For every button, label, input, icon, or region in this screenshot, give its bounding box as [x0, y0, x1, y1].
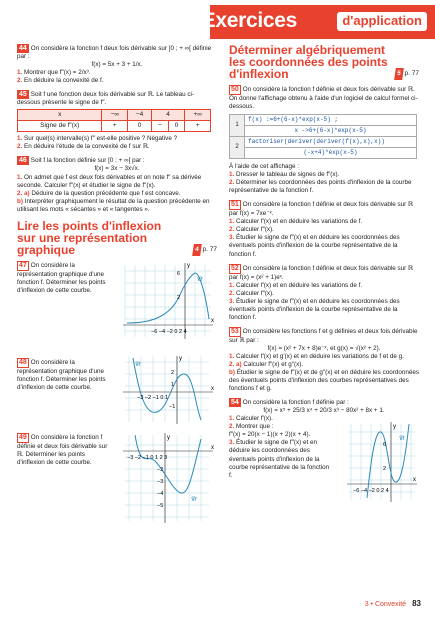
exercise-text: On considère les fonctions f et g définies et deux fois dérivable sur ℝ par : — [229, 327, 418, 344]
exercise-text: On considère la fonction f définie et deux fois dérivable sur ℝ. Déterminer les points d'inflexion de cette courbe. — [17, 433, 108, 466]
svg-text:2: 2 — [383, 466, 387, 473]
section-reference: 5 p. 77 — [395, 68, 419, 80]
question: Calculer f″(x) et g″(x). — [243, 360, 304, 368]
exercise-54: 54 On considère la fonction f définie par : f(x) = x⁵ + 25/3 x⁴ + 20/3 x³ − 80x² + 8x + 1. 1. Calculer f′(x). 2. Montrer que : f″(x) = 20(x − 1)(x + 2)(x + 4). 3. Étudier le signe de f″(x) et en déduire les coordonnées des éventuels points d'inflexion de la courbe représentative de la fonction f. y x 6 2 −6 −4 −2 0 2 4 𝒞f — [229, 398, 419, 506]
graph-47 — [121, 257, 217, 353]
svg-text:x: x — [413, 477, 416, 484]
svg-text:−3: −3 — [157, 478, 164, 485]
question: Dresser le tableau de signes de f″(x). — [236, 171, 340, 179]
formula: f(x) = 3x − 3x√x. — [94, 165, 140, 173]
page-number: 83 — [412, 599, 421, 608]
exercise-number: 52 — [231, 264, 239, 272]
graph-49 — [121, 431, 217, 527]
svg-text:−3 −2 −1 0 1: −3 −2 −1 0 1 — [137, 394, 169, 401]
question: Calculer f′(x) et en déduire les variations de f. — [236, 281, 363, 289]
graph-48 — [121, 352, 217, 428]
section-title-algebrique: Déterminer algébriquement les coordonnées des points d'inflexion 5 p. 77 — [229, 43, 419, 81]
question: Étudier le signe de f″(x) et en déduire les coordonnées des éventuels points d'inflexion de la courbe représentative de la fonction f. — [229, 439, 330, 479]
exercise-text: Soit f la fonction définie sur [0 ; + ∞[ par : — [30, 157, 145, 165]
svg-text:−2: −2 — [157, 466, 164, 473]
exercise-number: 44 — [19, 45, 27, 52]
exercise-number: 46 — [19, 157, 27, 165]
exercise-number: 53 — [231, 327, 239, 335]
question: Calculer f″(x). — [236, 289, 274, 297]
svg-text:y: y — [393, 424, 396, 431]
question: Calculer f′(x). — [236, 415, 273, 423]
exercise-text: On considère la représentation graphique d'une fonction f. Déterminer les points d'inflexion de cette courbe. — [17, 358, 106, 391]
header-title: Exercices — [201, 9, 297, 32]
page-header — [0, 0, 435, 38]
svg-text:−3 −2 −1 0 1 2 3: −3 −2 −1 0 1 2 3 — [127, 454, 168, 461]
svg-text:1: 1 — [171, 381, 175, 388]
exercise-text: On considère la fonction f définie par : — [242, 399, 349, 407]
question: Calculer f″(x). — [236, 226, 274, 234]
exercise-number: 50 — [231, 86, 239, 93]
exercise-text: On considère la fonction f définie et deux fois dérivable sur ℝ. On donne l'affichage obtenu à l'aide d'un logiciel de calcul formel ci-dessous. — [229, 86, 418, 111]
exercise-number: 51 — [231, 201, 239, 209]
svg-text:x: x — [211, 444, 214, 451]
question: Sur quel(s) intervalle(s) f″ est-elle positive ? Négative ? — [24, 135, 178, 143]
curve-label: 𝒞f — [135, 361, 141, 368]
question: Calculer f′(x) et en déduire les variations de f. — [236, 218, 363, 226]
exercise-49 — [17, 433, 217, 529]
exercise-text: Soit f une fonction deux fois dérivable sur ℝ. Le tableau ci-dessous présente le signe de f″. — [17, 91, 194, 107]
exercise-text: On considère la représentation graphique d'une fonction f. Déterminer les points d'inflexion de cette courbe. — [17, 261, 106, 294]
svg-text:2: 2 — [171, 369, 175, 376]
question: Calculer f′(x) et g′(x) et en déduire les variations de f et de g. — [236, 352, 404, 360]
svg-text:−1: −1 — [169, 403, 176, 410]
exercise-46: 46 Soit f la fonction définie sur [0 ; + ∞[ par : f(x) = 3x − 3x√x. 1. On admet que f est deux fois dérivables et on note f″ sa dérivée seconde. Calculer f″(x) et étudier le signe de f″(x). 2. a) Déduire de la question précédente que f est concave. b) Interpréter graphiquement le résultat de la question précédente en utilisant les mots « sécantes » et « tangentes ». — [17, 156, 217, 213]
question: Interpréter graphiquement le résultat de la question précédente en utilisant les mots « sécantes » et « tangentes ». — [17, 197, 210, 213]
question: En déduire la convexité de f. — [24, 77, 104, 85]
svg-text:y: y — [187, 262, 190, 269]
svg-text:−4: −4 — [157, 490, 164, 497]
sign-table: x −∞ −4 4 +∞ Signe de f″(x) + 0 − 0 + — [17, 109, 211, 132]
svg-text:−5: −5 — [157, 502, 164, 509]
exercise-48 — [17, 355, 217, 428]
svg-text:2: 2 — [177, 294, 181, 301]
exercise-text: On considère la fonction f définie et deux fois dérivable sur ℝ par f(x) = 7xe⁻ˣ. — [229, 201, 413, 218]
right-column — [229, 44, 419, 511]
header-badge: d'application — [337, 12, 427, 31]
curve-label: 𝒞f — [197, 276, 203, 283]
svg-text:𝒞f: 𝒞f — [399, 436, 405, 443]
exercise-text: On considère la fonction f définie et deux fois dérivable sur ℝ par f(x) = (x² + 1)eˣ. — [229, 264, 413, 281]
left-column — [17, 44, 217, 534]
question: Déterminer les coordonnées des points d'inflexion de la courbe représentative de la fonction f. — [229, 179, 412, 195]
exercise-number: 45 — [19, 91, 27, 99]
graph-54 — [345, 420, 419, 504]
section-title-graphique: Lire les points d'inflexion sur une représentation graphique 4 p. 77 — [17, 218, 217, 257]
exercise-text: On considère la fonction f deux fois dérivable sur ]0 ; + ∞[ définie par : — [17, 45, 212, 61]
formula: f(x) = (x² + 7x + 8)e⁻ˣ, et g(x) = √(x² + 2). — [267, 344, 381, 352]
svg-text:y: y — [179, 355, 182, 362]
question: Montrer que : — [236, 423, 274, 431]
formula: f(x) = 5x + 3 + 1/x. — [91, 61, 143, 69]
question: Étudier le signe de f″(x) et de g″(x) et en déduire les coordonnées des éventuels points d'inflexion des courbes représentatives des fonctions f et g. — [229, 369, 419, 393]
question: En déduire l'étude de la convexité de f sur ℝ. — [24, 143, 150, 151]
question: Déduire de la question précédente que f est concave. — [31, 189, 181, 197]
question: Montrer que f″(x) = 2/x³. — [24, 69, 91, 77]
svg-text:6: 6 — [383, 442, 387, 449]
exercise-44: 44 On considère la fonction f deux fois dérivable sur ]0 ; + ∞[ définie par : f(x) = 5x + 3 + 1/x. 1. Montrer que f″(x) = 2/x³. 2. En déduire la convexité de f. — [17, 44, 217, 85]
exercise-number: 49 — [19, 433, 27, 441]
section-reference: 4 p. 77 — [193, 244, 217, 256]
cas-output: 1 f(x) :=6+(6-x)*exp(x-5) ; x ->6+(6-x)*exp(x-5) 2 factoriser(deriver(deriver(f(x),x),x)) (-x+4)*exp(x-5) — [229, 114, 417, 159]
exercise-53: 53 On considère les fonctions f et g définies et deux fois dérivable sur ℝ par : f(x) = (x² + 7x + 8)e⁻ˣ, et g(x) = √(x² + 2). 1. Calculer f′(x) et g′(x) et en déduire les variations de f et de g. 2. a) Calculer f″(x) et g″(x). b) Étudier le signe de f″(x) et de g″(x) et en déduire les coordonnées des éventuels points d'inflexion des courbes représentatives des fonctions f et g. — [229, 327, 419, 393]
question: Étudier le signe de f″(x) et en déduire les coordonnées des éventuels points d'inflexion de la courbe représentative de la fonction f. — [229, 297, 400, 321]
svg-text:6: 6 — [177, 270, 181, 277]
exercise-45: 45 Soit f une fonction deux fois dérivable sur ℝ. Le tableau ci-dessous présente le signe de f″. x −∞ −4 4 +∞ Signe de f″(x) + 0 − 0 + 1. Sur quel(s) intervalle(s) f″ est-elle positive ? Négative ? 2. En déduire l'étude de la convexité de f sur ℝ. — [17, 90, 217, 151]
chapter-label: 3 • Convexité — [364, 601, 407, 608]
page-footer — [365, 599, 421, 610]
svg-text:x: x — [211, 317, 214, 324]
svg-text:−6 −4 −2 0 2 4: −6 −4 −2 0 2 4 — [353, 488, 389, 495]
svg-text:y: y — [167, 434, 170, 441]
question: Étudier le signe de f″(x) et en déduire les coordonnées des éventuels points d'inflexion de la courbe représentative de la fonction f. — [229, 234, 400, 258]
exercise-51: 51 On considère la fonction f définie et deux fois dérivable sur ℝ par f(x) = 7xe⁻ˣ. 1. Calculer f′(x) et en déduire les variations de f. 2. Calculer f″(x). 3. Étudier le signe de f″(x) et en déduire les coordonnées des éventuels points d'inflexion de la courbe représentative de la fonction f. — [229, 201, 413, 258]
exercise-number: 47 — [19, 261, 27, 269]
exercise-50: 50 On considère la fonction f définie et deux fois dérivable sur ℝ. On donne l'affichage obtenu à l'aide d'un logiciel de calcul formel ci-dessous. 1 f(x) :=6+(6-x)*exp(x-5) ; x ->6+(6-x)*exp(x-5) 2 factoriser(deriver(deriver(f(x),x),x)) (-x+4)*exp(x-5) À l'aide de cet affichage : 1. Dresser le tableau de signes de f″(x). 2. Déterminer les coordonnées des points d'inflexion de la courbe représentative de la fonction f. — [229, 86, 418, 195]
curve-label: 𝒞f — [191, 496, 197, 503]
exercise-number: 54 — [231, 399, 239, 407]
exercise-number: 48 — [19, 358, 27, 366]
exercise-52: 52 On considère la fonction f définie et deux fois dérivable sur ℝ par f(x) = (x² + 1)eˣ. 1. Calculer f′(x) et en déduire les variations de f. 2. Calculer f″(x). 3. Étudier le signe de f″(x) et en déduire les coordonnées des éventuels points d'inflexion de la courbe représentative de la fonction f. — [229, 264, 413, 321]
question: On admet que f est deux fois dérivables et on note f″ sa dérivée seconde. Calculer f″(x) et étudier le signe de f″(x). — [17, 173, 202, 189]
exercise-47 — [17, 261, 217, 353]
svg-text:−6 −4 −2 0 2 4: −6 −4 −2 0 2 4 — [151, 328, 187, 335]
svg-text:x: x — [211, 385, 214, 392]
formula: f(x) = x⁵ + 25/3 x⁴ + 20/3 x³ − 80x² + 8x + 1. — [263, 407, 385, 415]
